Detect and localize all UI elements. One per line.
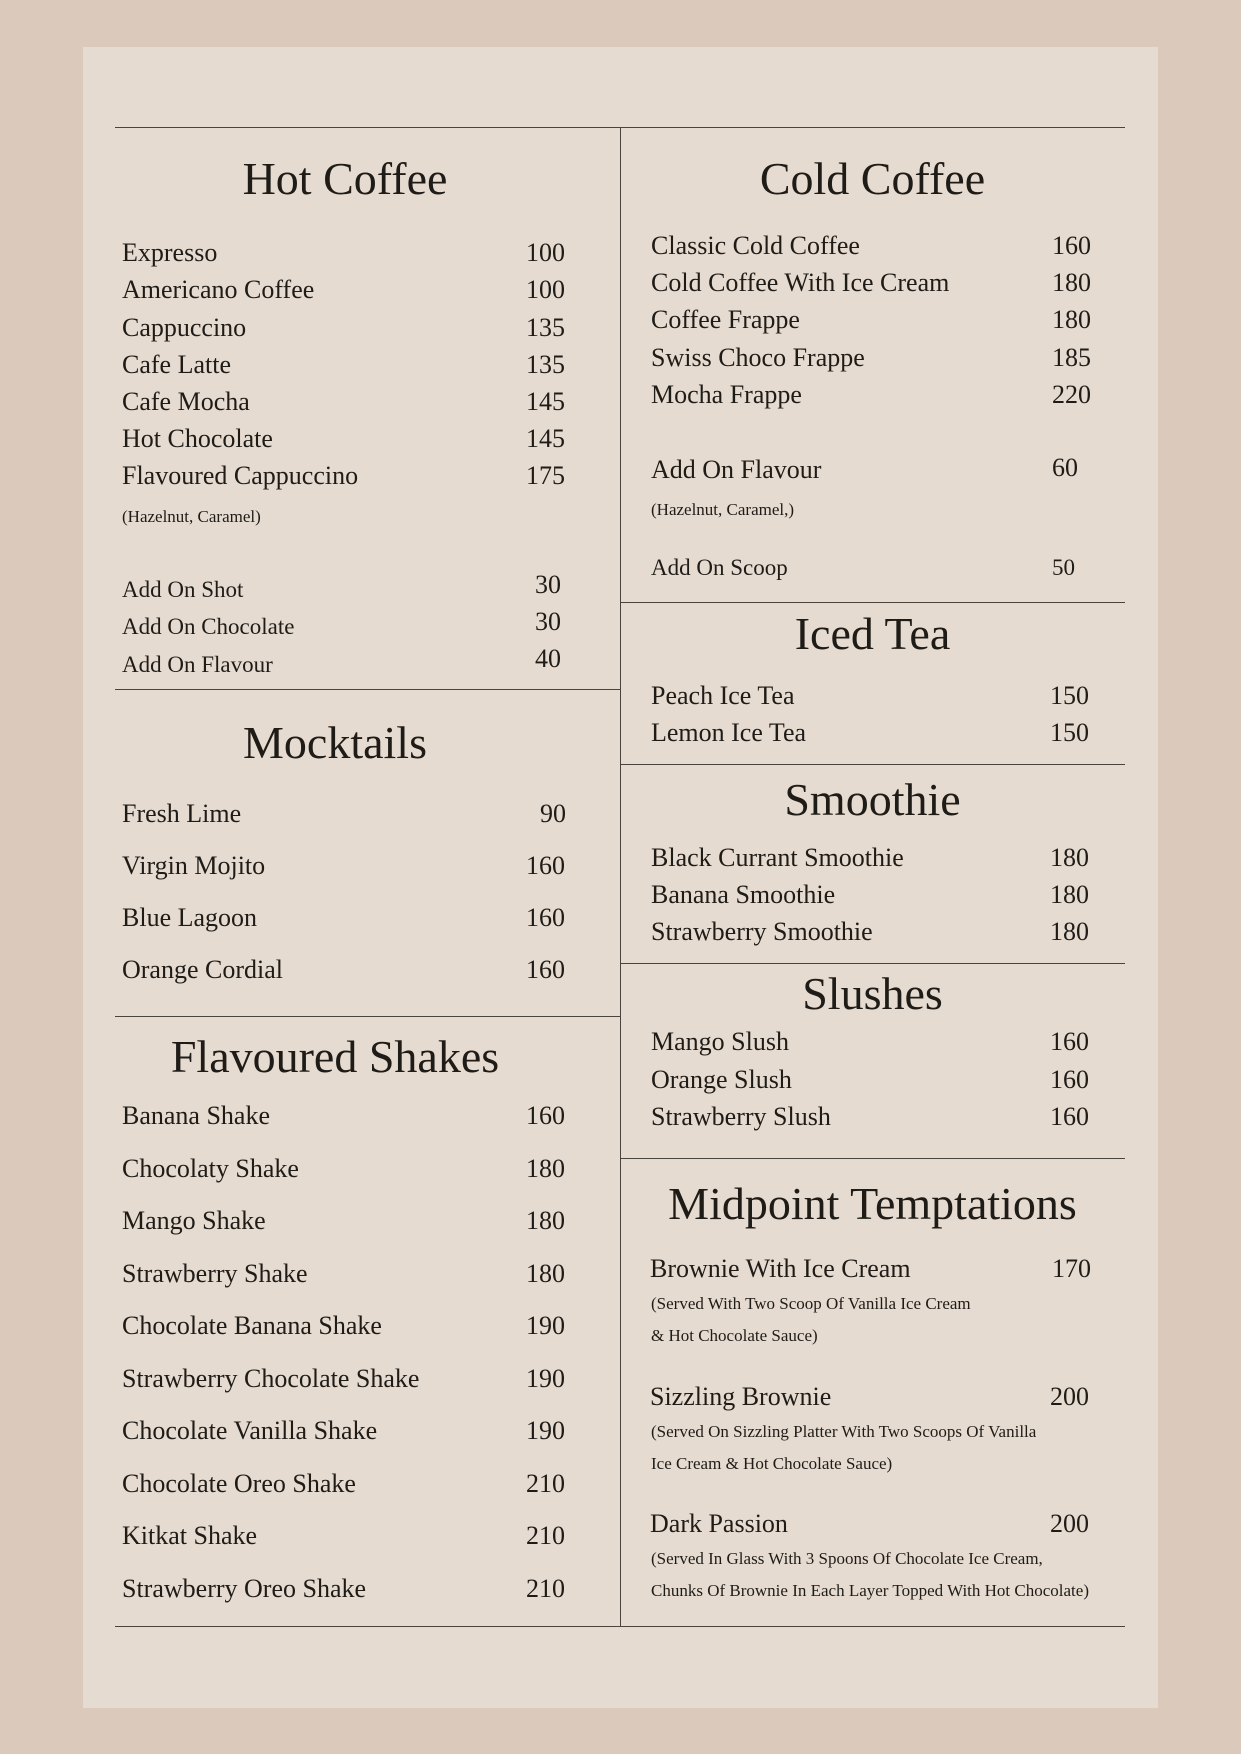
menu-item-price: 180 <box>526 1154 565 1183</box>
menu-item-price: 180 <box>526 1206 565 1235</box>
menu-item-price: 135 <box>526 313 565 342</box>
addon-price: 50 <box>1052 555 1075 580</box>
menu-item-price: 160 <box>1050 1027 1089 1056</box>
menu-item-price: 180 <box>1052 268 1091 297</box>
menu-item-price: 160 <box>526 1101 565 1130</box>
section-title-cold-coffee: Cold Coffee <box>759 153 986 204</box>
menu-item-name: Chocolate Banana Shake <box>122 1311 382 1340</box>
addon-name: Add On Flavour <box>122 652 273 677</box>
section-title-iced-tea: Iced Tea <box>794 608 951 659</box>
menu-item-note: (Served On Sizzling Platter With Two Scoops Of Vanilla <box>651 1422 1037 1441</box>
menu-item-price: 185 <box>1052 343 1091 372</box>
menu-item-price: 180 <box>526 1259 565 1288</box>
menu-item-price: 220 <box>1052 380 1091 409</box>
menu-item-note: (Served With Two Scoop Of Vanilla Ice Cream <box>651 1294 971 1313</box>
center-divider <box>620 127 621 1627</box>
divider-cold-icedtea <box>620 602 1125 603</box>
menu-item-name: Strawberry Chocolate Shake <box>122 1364 420 1393</box>
menu-item-price: 145 <box>526 387 565 416</box>
menu-item-price: 100 <box>526 275 565 304</box>
menu-item-price: 160 <box>526 903 565 932</box>
menu-item-name: Brownie With Ice Cream <box>650 1254 911 1283</box>
addon-name: Add On Shot <box>122 577 244 602</box>
section-title-slushes: Slushes <box>802 968 943 1019</box>
menu-item-name: Classic Cold Coffee <box>651 231 860 260</box>
menu-item-price: 200 <box>1050 1509 1089 1538</box>
menu-item-name: Cafe Mocha <box>122 387 250 416</box>
divider-smoothie-slushes <box>620 963 1125 964</box>
menu-item-name: Virgin Mojito <box>122 851 266 880</box>
menu-item-name: Strawberry Smoothie <box>651 917 873 946</box>
menu-item-price: 90 <box>540 799 566 828</box>
addon-name: Add On Flavour <box>651 455 822 484</box>
menu-item-name: Mango Shake <box>122 1206 266 1235</box>
menu-item-name: Cappuccino <box>122 313 247 342</box>
menu-item-note: Ice Cream & Hot Chocolate Sauce) <box>651 1454 893 1473</box>
divider-icedtea-smoothie <box>620 764 1125 765</box>
menu-item-name: Lemon Ice Tea <box>651 718 807 747</box>
divider-slushes-midpoint <box>620 1158 1125 1159</box>
menu-item-price: 150 <box>1050 718 1089 747</box>
menu-item-price: 210 <box>526 1469 565 1498</box>
menu-item-price: 135 <box>526 350 565 379</box>
menu-item-price: 160 <box>526 851 565 880</box>
menu-item-name: Sizzling Brownie <box>650 1382 832 1411</box>
divider-mocktails-shakes <box>115 1016 620 1017</box>
menu-item-price: 180 <box>1050 880 1089 909</box>
menu-item-price: 160 <box>1050 1102 1089 1131</box>
section-title-smoothie: Smoothie <box>784 774 961 825</box>
menu-item-price: 180 <box>1050 917 1089 946</box>
menu-item-name: Blue Lagoon <box>122 903 258 932</box>
menu-item-name: Swiss Choco Frappe <box>651 343 865 372</box>
menu-item-price: 210 <box>526 1574 565 1603</box>
menu-item-price: 160 <box>1052 231 1091 260</box>
addon-name: Add On Chocolate <box>122 614 295 639</box>
menu-item-name: Peach Ice Tea <box>651 681 795 710</box>
menu-item-price: 160 <box>526 955 565 984</box>
menu-item-note: (Hazelnut, Caramel,) <box>651 500 795 519</box>
menu-item-price: 180 <box>1052 305 1091 334</box>
addon-price: 30 <box>535 607 561 636</box>
addon-price: 60 <box>1052 453 1078 482</box>
menu-item-name: Mocha Frappe <box>651 380 802 409</box>
menu-item-name: Banana Shake <box>122 1101 271 1130</box>
menu-item-name: Fresh Lime <box>122 799 242 828</box>
menu-item-name: Americano Coffee <box>122 275 315 304</box>
menu-item-name: Strawberry Shake <box>122 1259 308 1288</box>
menu-item-name: Orange Cordial <box>122 955 284 984</box>
menu-item-price: 190 <box>526 1364 565 1393</box>
menu-item-price: 160 <box>1050 1065 1089 1094</box>
menu-item-name: Strawberry Slush <box>651 1102 831 1131</box>
menu-item-name: Hot Chocolate <box>122 424 273 453</box>
menu-item-name: Expresso <box>122 238 218 267</box>
menu-item-name: Cafe Latte <box>122 350 231 379</box>
menu-item-name: Chocolate Vanilla Shake <box>122 1416 378 1445</box>
menu-item-name: Chocolaty Shake <box>122 1154 299 1183</box>
menu-item-price: 210 <box>526 1521 565 1550</box>
menu-item-price: 150 <box>1050 681 1089 710</box>
menu-item-name: Strawberry Oreo Shake <box>122 1574 367 1603</box>
menu-item-name: Kitkat Shake <box>122 1521 258 1550</box>
section-title-midpoint-temptations: Midpoint Temptations <box>668 1178 1077 1229</box>
menu-item-price: 190 <box>526 1416 565 1445</box>
menu-item-note: (Served In Glass With 3 Spoons Of Chocolate Ice Cream, <box>651 1549 1043 1568</box>
menu-item-price: 200 <box>1050 1382 1089 1411</box>
menu-item-name: Orange Slush <box>651 1065 792 1094</box>
menu-item-note: Chunks Of Brownie In Each Layer Topped With Hot Chocolate) <box>651 1581 1089 1600</box>
menu-item-name: Flavoured Cappuccino <box>122 461 359 490</box>
section-title-mocktails: Mocktails <box>243 717 427 768</box>
menu-item-name: Dark Passion <box>650 1509 788 1538</box>
menu-item-note: (Hazelnut, Caramel) <box>122 507 261 526</box>
addon-name: Add On Scoop <box>651 555 788 580</box>
section-title-hot-coffee: Hot Coffee <box>242 153 448 204</box>
divider-hot-mocktails <box>115 689 620 690</box>
menu-item-price: 190 <box>526 1311 565 1340</box>
menu-item-name: Cold Coffee With Ice Cream <box>651 268 950 297</box>
menu-item-name: Coffee Frappe <box>651 305 800 334</box>
menu-item-name: Banana Smoothie <box>651 880 836 909</box>
menu-item-name: Mango Slush <box>651 1027 789 1056</box>
menu-item-price: 175 <box>526 461 565 490</box>
addon-price: 40 <box>535 644 561 673</box>
menu-item-price: 145 <box>526 424 565 453</box>
menu-item-price: 180 <box>1050 843 1089 872</box>
menu-item-name: Chocolate Oreo Shake <box>122 1469 356 1498</box>
menu-item-price: 170 <box>1052 1254 1091 1283</box>
section-title-flavoured-shakes: Flavoured Shakes <box>170 1031 500 1082</box>
bottom-divider <box>115 1626 1125 1627</box>
menu-item-name: Black Currant Smoothie <box>651 843 904 872</box>
menu-item-note: & Hot Chocolate Sauce) <box>651 1326 818 1345</box>
menu-item-price: 100 <box>526 238 565 267</box>
addon-price: 30 <box>535 570 561 599</box>
